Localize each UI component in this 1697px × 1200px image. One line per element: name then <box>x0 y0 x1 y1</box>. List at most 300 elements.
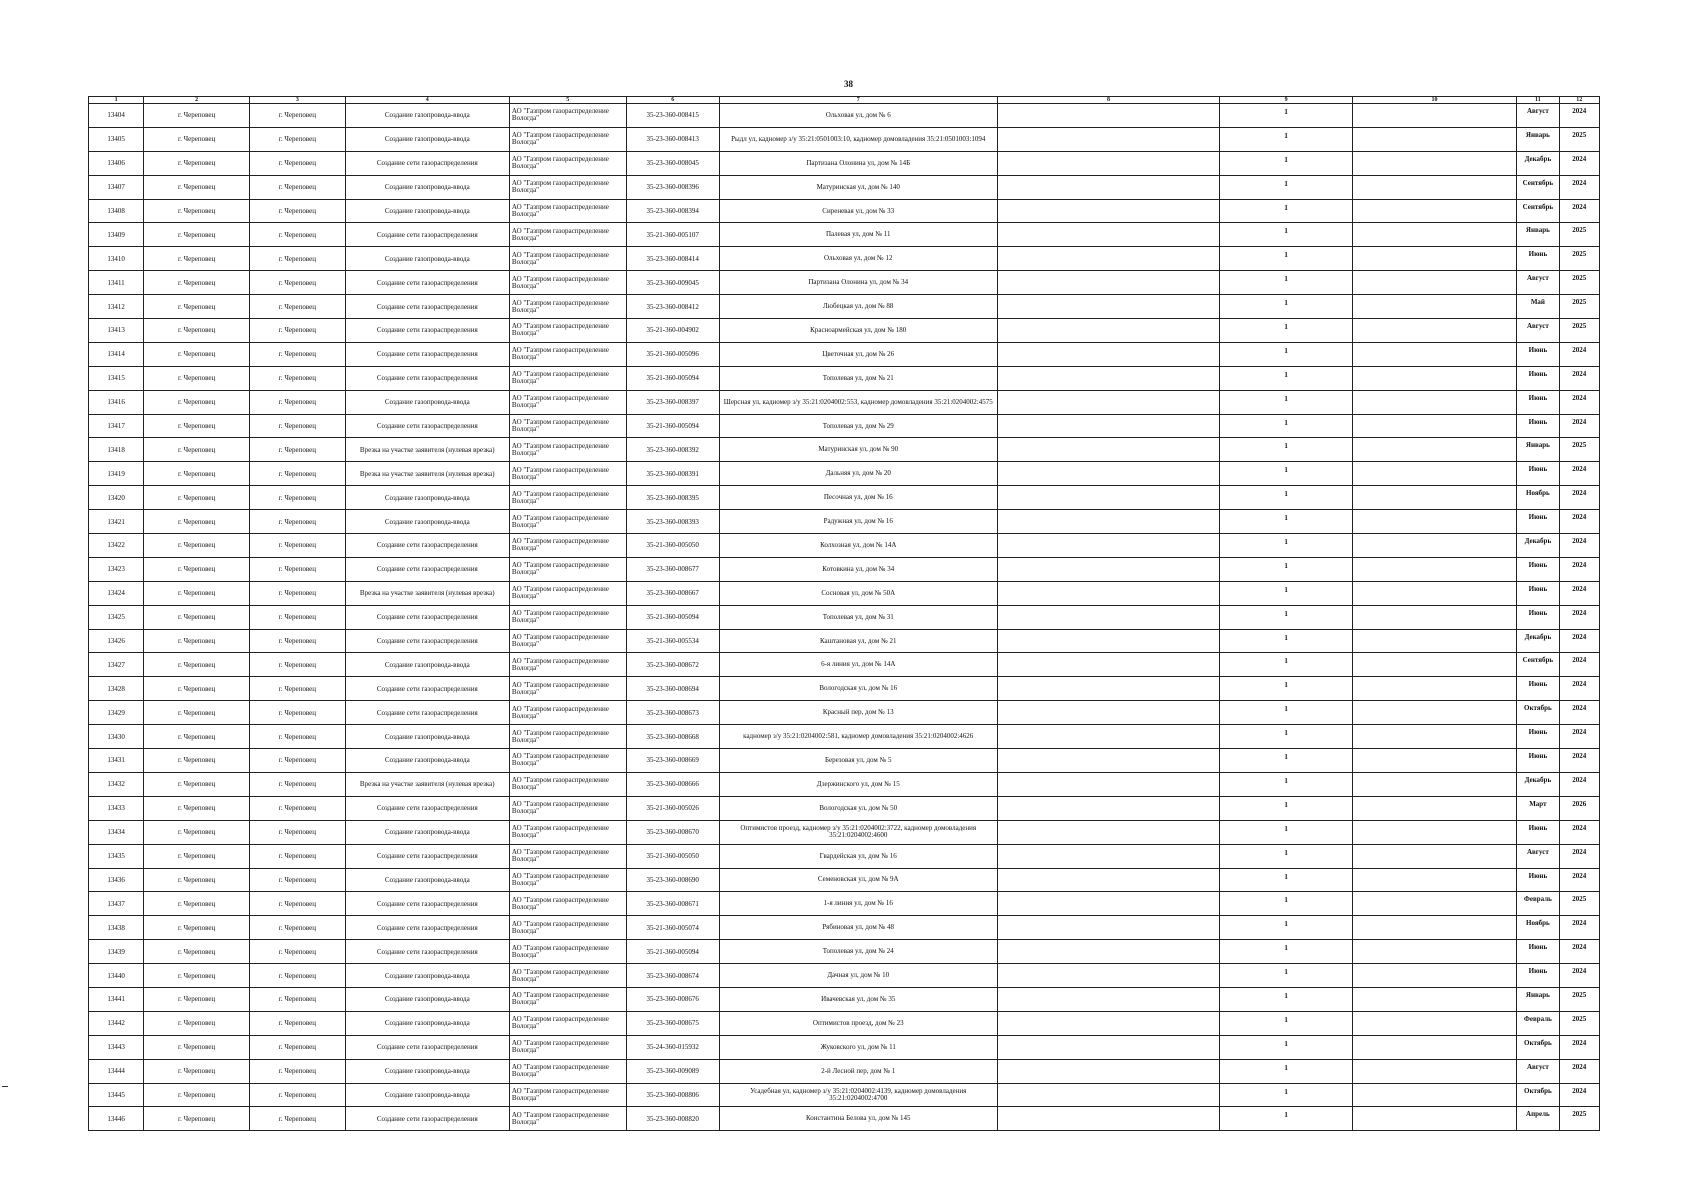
table-row <box>89 510 1600 534</box>
cell-request-number: 35-23-360-008413 <box>626 127 719 151</box>
table-row <box>89 868 1600 892</box>
cell-year: 2025 <box>1559 1107 1599 1131</box>
cell-request-number: 35-23-360-008668 <box>626 725 719 749</box>
cell-month: Январь <box>1517 223 1559 247</box>
cell-quantity: 1 <box>1220 701 1353 725</box>
cell-address: Сосновая ул, дом № 50А <box>719 581 997 605</box>
cell-quantity: 1 <box>1220 772 1353 796</box>
table-row <box>89 1059 1600 1083</box>
cell-work-type: Создание сети газораспределения <box>345 701 509 725</box>
cell-year: 2024 <box>1559 653 1599 677</box>
table-row <box>89 1011 1600 1035</box>
cell-organization: АО "Газпром газораспределение Вологда" <box>509 892 626 916</box>
cell-col-10 <box>1352 438 1516 462</box>
cell-col-10 <box>1352 1083 1516 1107</box>
cell-settlement: г. Череповец <box>250 964 345 988</box>
header-col-4: 4 <box>345 97 509 104</box>
cell-organization: АО "Газпром газораспределение Вологда" <box>509 868 626 892</box>
cell-quantity: 1 <box>1220 605 1353 629</box>
cell-year: 2024 <box>1559 629 1599 653</box>
cell-settlement: г. Череповец <box>250 1011 345 1035</box>
cell-work-type: Создание сети газораспределения <box>345 1107 509 1131</box>
cell-col-10 <box>1352 271 1516 295</box>
table-row <box>89 605 1600 629</box>
cell-year: 2024 <box>1559 486 1599 510</box>
cell-quantity: 1 <box>1220 438 1353 462</box>
cell-quantity: 1 <box>1220 940 1353 964</box>
cell-quantity: 1 <box>1220 247 1353 271</box>
cell-municipality: г. Череповец <box>144 366 250 390</box>
table-row <box>89 319 1600 343</box>
cell-address: Тополевая ул, дом № 21 <box>719 366 997 390</box>
cell-quantity: 1 <box>1220 366 1353 390</box>
table-row <box>89 414 1600 438</box>
cell-row-number: 13443 <box>89 1035 144 1059</box>
cell-col-10 <box>1352 1011 1516 1035</box>
table-row <box>89 486 1600 510</box>
cell-month: Сентябрь <box>1517 175 1559 199</box>
cell-col-10 <box>1352 1107 1516 1131</box>
cell-settlement: г. Череповец <box>250 653 345 677</box>
cell-address: Березовая ул, дом № 5 <box>719 749 997 773</box>
cell-col-10 <box>1352 223 1516 247</box>
cell-year: 2024 <box>1559 462 1599 486</box>
cell-municipality: г. Череповец <box>144 1083 250 1107</box>
cell-row-number: 13413 <box>89 319 144 343</box>
cell-address: Тополевая ул, дом № 24 <box>719 940 997 964</box>
cell-col-10 <box>1352 390 1516 414</box>
cell-quantity: 1 <box>1220 534 1353 558</box>
cell-row-number: 13440 <box>89 964 144 988</box>
cell-quantity: 1 <box>1220 916 1353 940</box>
cell-quantity: 1 <box>1220 964 1353 988</box>
cell-quantity: 1 <box>1220 677 1353 701</box>
cell-col-10 <box>1352 987 1516 1011</box>
table-row <box>89 438 1600 462</box>
cell-settlement: г. Череповец <box>250 892 345 916</box>
cell-work-type: Создание сети газораспределения <box>345 557 509 581</box>
cell-organization: АО "Газпром газораспределение Вологда" <box>509 1011 626 1035</box>
cell-address: Любецкая ул, дом № 88 <box>719 295 997 319</box>
cell-organization: АО "Газпром газораспределение Вологда" <box>509 127 626 151</box>
cell-col-8 <box>997 605 1220 629</box>
cell-year: 2024 <box>1559 1083 1599 1107</box>
cell-municipality: г. Череповец <box>144 940 250 964</box>
cell-col-8 <box>997 104 1220 128</box>
cell-row-number: 13429 <box>89 701 144 725</box>
cell-col-8 <box>997 677 1220 701</box>
header-col-11: 11 <box>1517 97 1559 104</box>
cell-municipality: г. Череповец <box>144 295 250 319</box>
cell-organization: АО "Газпром газораспределение Вологда" <box>509 605 626 629</box>
cell-quantity: 1 <box>1220 295 1353 319</box>
cell-year: 2024 <box>1559 510 1599 534</box>
table-row <box>89 772 1600 796</box>
cell-address: Партизана Олонина ул, дом № 14Б <box>719 151 997 175</box>
cell-row-number: 13414 <box>89 342 144 366</box>
cell-municipality: г. Череповец <box>144 629 250 653</box>
cell-address: Котовкина ул, дом № 34 <box>719 557 997 581</box>
cell-month: Август <box>1517 1059 1559 1083</box>
cell-request-number: 35-23-360-008392 <box>626 438 719 462</box>
cell-quantity: 1 <box>1220 127 1353 151</box>
cell-municipality: г. Череповец <box>144 557 250 581</box>
cell-col-10 <box>1352 414 1516 438</box>
cell-request-number: 35-23-360-008393 <box>626 510 719 534</box>
header-col-6: 6 <box>626 97 719 104</box>
cell-row-number: 13435 <box>89 844 144 868</box>
cell-work-type: Создание газопровода-ввода <box>345 653 509 677</box>
cell-month: Январь <box>1517 127 1559 151</box>
table-row <box>89 916 1600 940</box>
cell-year: 2025 <box>1559 223 1599 247</box>
cell-organization: АО "Газпром газораспределение Вологда" <box>509 557 626 581</box>
table-row <box>89 940 1600 964</box>
cell-municipality: г. Череповец <box>144 701 250 725</box>
cell-quantity: 1 <box>1220 1083 1353 1107</box>
cell-work-type: Создание сети газораспределения <box>345 295 509 319</box>
cell-col-8 <box>997 127 1220 151</box>
cell-municipality: г. Череповец <box>144 581 250 605</box>
cell-row-number: 13441 <box>89 987 144 1011</box>
cell-organization: АО "Газпром газораспределение Вологда" <box>509 199 626 223</box>
cell-request-number: 35-23-360-008414 <box>626 247 719 271</box>
cell-month: Июнь <box>1517 342 1559 366</box>
cell-address: Рябиновая ул, дом № 48 <box>719 916 997 940</box>
cell-address: кадномер з/у 35:21:0204002:581, кадномер домовладения 35:21:0204002:4626 <box>719 725 997 749</box>
table-row <box>89 295 1600 319</box>
cell-col-10 <box>1352 581 1516 605</box>
cell-row-number: 13405 <box>89 127 144 151</box>
cell-work-type: Создание газопровода-ввода <box>345 749 509 773</box>
cell-settlement: г. Череповец <box>250 796 345 820</box>
cell-organization: АО "Газпром газораспределение Вологда" <box>509 151 626 175</box>
table-row <box>89 629 1600 653</box>
cell-address: Константина Белова ул, дом № 145 <box>719 1107 997 1131</box>
cell-municipality: г. Череповец <box>144 749 250 773</box>
cell-quantity: 1 <box>1220 462 1353 486</box>
cell-settlement: г. Череповец <box>250 701 345 725</box>
edge-tick-mark <box>2 1086 8 1087</box>
header-row <box>89 97 1600 104</box>
cell-year: 2024 <box>1559 916 1599 940</box>
table-row <box>89 749 1600 773</box>
cell-col-8 <box>997 557 1220 581</box>
cell-request-number: 35-21-360-004902 <box>626 319 719 343</box>
table-row <box>89 892 1600 916</box>
cell-settlement: г. Череповец <box>250 462 345 486</box>
header-col-7: 7 <box>719 97 997 104</box>
cell-organization: АО "Газпром газораспределение Вологда" <box>509 987 626 1011</box>
cell-address: Красноармейская ул, дом № 180 <box>719 319 997 343</box>
cell-row-number: 13404 <box>89 104 144 128</box>
cell-col-8 <box>997 414 1220 438</box>
table-row <box>89 653 1600 677</box>
cell-col-10 <box>1352 342 1516 366</box>
cell-municipality: г. Череповец <box>144 223 250 247</box>
cell-work-type: Создание сети газораспределения <box>345 151 509 175</box>
cell-municipality: г. Череповец <box>144 342 250 366</box>
cell-row-number: 13446 <box>89 1107 144 1131</box>
cell-settlement: г. Череповец <box>250 342 345 366</box>
cell-organization: АО "Газпром газораспределение Вологда" <box>509 1059 626 1083</box>
cell-quantity: 1 <box>1220 414 1353 438</box>
cell-municipality: г. Череповец <box>144 486 250 510</box>
cell-row-number: 13416 <box>89 390 144 414</box>
cell-address: Оптимистов проезд, дом № 23 <box>719 1011 997 1035</box>
cell-address: Семеновская ул, дом № 9А <box>719 868 997 892</box>
cell-address: Красный пер, дом № 13 <box>719 701 997 725</box>
cell-settlement: г. Череповец <box>250 605 345 629</box>
table-row <box>89 557 1600 581</box>
cell-request-number: 35-23-360-008694 <box>626 677 719 701</box>
cell-month: Июнь <box>1517 677 1559 701</box>
cell-work-type: Создание сети газораспределения <box>345 223 509 247</box>
table-row <box>89 199 1600 223</box>
table-row <box>89 701 1600 725</box>
cell-quantity: 1 <box>1220 796 1353 820</box>
header-col-12: 12 <box>1559 97 1599 104</box>
cell-organization: АО "Газпром газораспределение Вологда" <box>509 701 626 725</box>
cell-request-number: 35-23-360-008415 <box>626 104 719 128</box>
cell-col-8 <box>997 342 1220 366</box>
cell-request-number: 35-23-360-008669 <box>626 749 719 773</box>
cell-month: Июнь <box>1517 510 1559 534</box>
cell-col-10 <box>1352 127 1516 151</box>
cell-quantity: 1 <box>1220 342 1353 366</box>
cell-municipality: г. Череповец <box>144 462 250 486</box>
cell-request-number: 35-21-360-005074 <box>626 916 719 940</box>
cell-address: Песочная ул, дом № 16 <box>719 486 997 510</box>
cell-settlement: г. Череповец <box>250 247 345 271</box>
cell-row-number: 13410 <box>89 247 144 271</box>
cell-row-number: 13419 <box>89 462 144 486</box>
cell-col-8 <box>997 964 1220 988</box>
cell-request-number: 35-23-360-009045 <box>626 271 719 295</box>
cell-organization: АО "Газпром газораспределение Вологда" <box>509 462 626 486</box>
cell-row-number: 13434 <box>89 820 144 844</box>
cell-month: Июнь <box>1517 605 1559 629</box>
cell-organization: АО "Газпром газораспределение Вологда" <box>509 295 626 319</box>
cell-year: 2024 <box>1559 390 1599 414</box>
cell-request-number: 35-23-360-008670 <box>626 820 719 844</box>
cell-settlement: г. Череповец <box>250 581 345 605</box>
cell-municipality: г. Череповец <box>144 390 250 414</box>
cell-row-number: 13428 <box>89 677 144 701</box>
cell-organization: АО "Газпром газораспределение Вологда" <box>509 1107 626 1131</box>
cell-settlement: г. Череповец <box>250 366 345 390</box>
cell-work-type: Создание газопровода-ввода <box>345 725 509 749</box>
register-table <box>88 96 1600 1131</box>
cell-col-8 <box>997 916 1220 940</box>
cell-work-type: Создание сети газораспределения <box>345 605 509 629</box>
cell-organization: АО "Газпром газораспределение Вологда" <box>509 271 626 295</box>
cell-col-10 <box>1352 557 1516 581</box>
cell-year: 2024 <box>1559 366 1599 390</box>
cell-request-number: 35-23-360-008396 <box>626 175 719 199</box>
cell-settlement: г. Череповец <box>250 725 345 749</box>
cell-col-10 <box>1352 844 1516 868</box>
cell-col-8 <box>997 1059 1220 1083</box>
cell-address: Цветочная ул, дом № 26 <box>719 342 997 366</box>
cell-settlement: г. Череповец <box>250 940 345 964</box>
cell-row-number: 13422 <box>89 534 144 558</box>
cell-quantity: 1 <box>1220 319 1353 343</box>
cell-settlement: г. Череповец <box>250 677 345 701</box>
cell-organization: АО "Газпром газораспределение Вологда" <box>509 820 626 844</box>
cell-request-number: 35-21-360-005094 <box>626 414 719 438</box>
cell-municipality: г. Череповец <box>144 271 250 295</box>
cell-request-number: 35-23-360-008394 <box>626 199 719 223</box>
cell-organization: АО "Газпром газораспределение Вологда" <box>509 414 626 438</box>
cell-col-8 <box>997 1035 1220 1059</box>
cell-quantity: 1 <box>1220 581 1353 605</box>
cell-settlement: г. Череповец <box>250 534 345 558</box>
cell-quantity: 1 <box>1220 104 1353 128</box>
cell-month: Сентябрь <box>1517 199 1559 223</box>
cell-municipality: г. Череповец <box>144 653 250 677</box>
cell-col-8 <box>997 366 1220 390</box>
cell-quantity: 1 <box>1220 725 1353 749</box>
cell-month: Август <box>1517 844 1559 868</box>
cell-year: 2025 <box>1559 247 1599 271</box>
cell-settlement: г. Череповец <box>250 271 345 295</box>
cell-quantity: 1 <box>1220 820 1353 844</box>
cell-col-8 <box>997 534 1220 558</box>
cell-col-10 <box>1352 725 1516 749</box>
cell-settlement: г. Череповец <box>250 295 345 319</box>
cell-col-8 <box>997 462 1220 486</box>
cell-settlement: г. Череповец <box>250 390 345 414</box>
cell-year: 2024 <box>1559 104 1599 128</box>
cell-organization: АО "Газпром газораспределение Вологда" <box>509 844 626 868</box>
table-row <box>89 390 1600 414</box>
table-row <box>89 462 1600 486</box>
cell-municipality: г. Череповец <box>144 605 250 629</box>
cell-month: Декабрь <box>1517 629 1559 653</box>
header-col-8: 8 <box>997 97 1220 104</box>
cell-month: Январь <box>1517 438 1559 462</box>
cell-col-10 <box>1352 510 1516 534</box>
cell-col-10 <box>1352 701 1516 725</box>
cell-settlement: г. Череповец <box>250 127 345 151</box>
cell-row-number: 13437 <box>89 892 144 916</box>
cell-col-8 <box>997 271 1220 295</box>
cell-municipality: г. Череповец <box>144 1035 250 1059</box>
cell-col-8 <box>997 820 1220 844</box>
cell-work-type: Создание газопровода-ввода <box>345 199 509 223</box>
header-col-10: 10 <box>1352 97 1516 104</box>
cell-col-10 <box>1352 534 1516 558</box>
cell-col-8 <box>997 581 1220 605</box>
cell-organization: АО "Газпром газораспределение Вологда" <box>509 175 626 199</box>
cell-municipality: г. Череповец <box>144 677 250 701</box>
header-col-5: 5 <box>509 97 626 104</box>
cell-col-10 <box>1352 868 1516 892</box>
cell-year: 2025 <box>1559 438 1599 462</box>
cell-quantity: 1 <box>1220 1035 1353 1059</box>
header-col-3: 3 <box>250 97 345 104</box>
cell-col-8 <box>997 844 1220 868</box>
cell-organization: АО "Газпром газораспределение Вологда" <box>509 319 626 343</box>
cell-year: 2026 <box>1559 796 1599 820</box>
cell-work-type: Создание газопровода-ввода <box>345 1011 509 1035</box>
cell-settlement: г. Череповец <box>250 557 345 581</box>
table-row <box>89 844 1600 868</box>
cell-month: Март <box>1517 796 1559 820</box>
cell-settlement: г. Череповец <box>250 175 345 199</box>
cell-row-number: 13432 <box>89 772 144 796</box>
table-row <box>89 342 1600 366</box>
cell-col-8 <box>997 725 1220 749</box>
cell-col-8 <box>997 199 1220 223</box>
cell-col-8 <box>997 247 1220 271</box>
cell-address: Радужная ул, дом № 16 <box>719 510 997 534</box>
cell-work-type: Создание сети газораспределения <box>345 414 509 438</box>
cell-row-number: 13415 <box>89 366 144 390</box>
cell-row-number: 13433 <box>89 796 144 820</box>
cell-month: Июнь <box>1517 247 1559 271</box>
cell-work-type: Создание газопровода-ввода <box>345 486 509 510</box>
cell-request-number: 35-21-360-005050 <box>626 534 719 558</box>
table-row <box>89 151 1600 175</box>
cell-month: Август <box>1517 104 1559 128</box>
cell-work-type: Создание сети газораспределения <box>345 892 509 916</box>
cell-row-number: 13418 <box>89 438 144 462</box>
cell-col-8 <box>997 701 1220 725</box>
cell-work-type: Создание газопровода-ввода <box>345 390 509 414</box>
cell-work-type: Создание сети газораспределения <box>345 534 509 558</box>
cell-work-type: Создание сети газораспределения <box>345 796 509 820</box>
cell-month: Май <box>1517 295 1559 319</box>
page-number: 38 <box>844 79 853 89</box>
cell-month: Июнь <box>1517 581 1559 605</box>
cell-quantity: 1 <box>1220 510 1353 534</box>
cell-municipality: г. Череповец <box>144 1059 250 1083</box>
cell-col-10 <box>1352 940 1516 964</box>
cell-address: Палевая ул, дом № 11 <box>719 223 997 247</box>
cell-col-10 <box>1352 486 1516 510</box>
cell-quantity: 1 <box>1220 844 1353 868</box>
cell-quantity: 1 <box>1220 987 1353 1011</box>
cell-work-type: Создание газопровода-ввода <box>345 127 509 151</box>
cell-col-10 <box>1352 749 1516 773</box>
cell-year: 2025 <box>1559 892 1599 916</box>
cell-request-number: 35-23-360-008671 <box>626 892 719 916</box>
cell-month: Июнь <box>1517 366 1559 390</box>
cell-address: Колхозная ул, дом № 14А <box>719 534 997 558</box>
cell-quantity: 1 <box>1220 486 1353 510</box>
cell-col-8 <box>997 486 1220 510</box>
cell-address: Сиреневая ул, дом № 33 <box>719 199 997 223</box>
cell-work-type: Создание сети газораспределения <box>345 844 509 868</box>
cell-month: Февраль <box>1517 1011 1559 1035</box>
cell-request-number: 35-21-360-005094 <box>626 605 719 629</box>
cell-request-number: 35-23-360-009089 <box>626 1059 719 1083</box>
cell-work-type: Создание сети газораспределения <box>345 916 509 940</box>
cell-organization: АО "Газпром газораспределение Вологда" <box>509 749 626 773</box>
cell-municipality: г. Череповец <box>144 534 250 558</box>
column-number-header <box>89 97 1600 104</box>
cell-municipality: г. Череповец <box>144 916 250 940</box>
cell-col-8 <box>997 510 1220 534</box>
cell-municipality: г. Череповец <box>144 104 250 128</box>
cell-request-number: 35-23-360-008674 <box>626 964 719 988</box>
cell-col-10 <box>1352 319 1516 343</box>
cell-month: Июнь <box>1517 414 1559 438</box>
cell-address: Матуринская ул, дом № 90 <box>719 438 997 462</box>
cell-year: 2025 <box>1559 987 1599 1011</box>
